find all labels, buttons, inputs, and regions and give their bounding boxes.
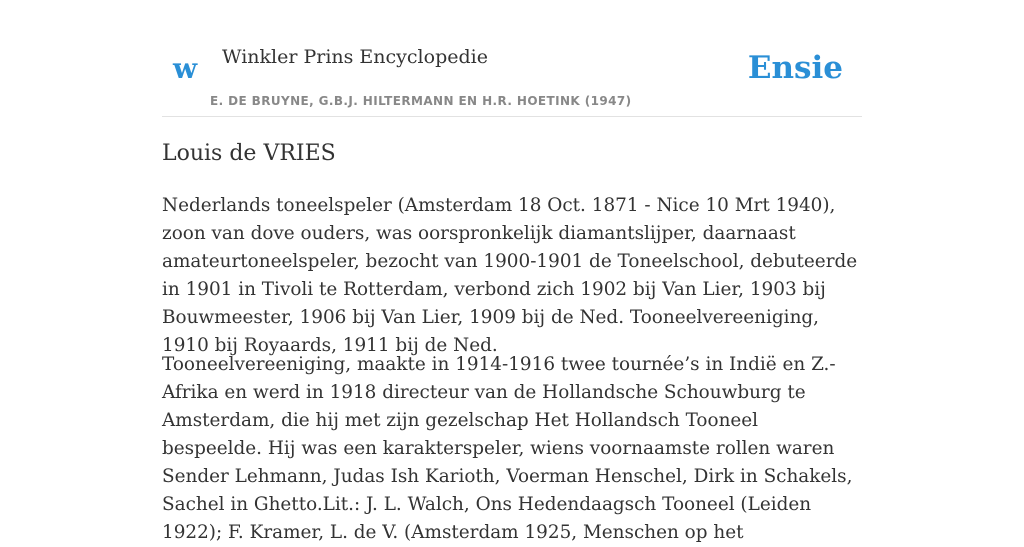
source-header: [162, 0, 862, 117]
source-title[interactable]: Winkler Prins Encyclopedie: [222, 46, 488, 68]
entry-paragraph: Tooneelvereeniging, maakte in 1914-1916 twee tournée’s in Indië en Z.-Afrika en werd in 1918 directeur van de Hollandsche Schouwburg te Amsterdam, die hij met zijn gezelschap Het Hollandsch Tooneel bespeelde. Hij was een karakterspeler, wiens voornaamste rollen waren Sender Lehmann, Judas Ish Karioth, Voerman Henschel, Dirk in Schakels, Sachel in Ghetto.Lit.: J. L. Walch, Ons Hedendaagsch Tooneel (Leiden 1922); F. Kramer, L. de V. (Amsterdam 1925, Menschen op het: [162, 354, 853, 543]
page-container: [162, 0, 862, 543]
source-authors: E. DE BRUYNE, G.B.J. HILTERMANN EN H.R. HOETINK (1947): [210, 94, 632, 108]
entry-paragraph: Nederlands toneelspeler (Amsterdam 18 Oct. 1871 - Nice 10 Mrt 1940), zoon van dove ouders, was oorspronkelijk diamantslijper, daarnaast amateurtoneelspeler, bezocht van 1900-1901 de Toneelschool, debuteerde in 1901 in Tivoli te Rotterdam, verbond zich 1902 bij Van Lier, 1903 bij Bouwmeester, 1906 bij Van Lier, 1909 bij de Ned. Tooneelvereeniging, 1910 bij Royaards, 1911 bij de Ned.: [162, 195, 858, 356]
winkler-prins-logo[interactable]: w: [173, 52, 198, 85]
ensie-brand-link[interactable]: Ensie: [747, 50, 843, 86]
entry-title: Louis de VRIES: [162, 141, 336, 166]
